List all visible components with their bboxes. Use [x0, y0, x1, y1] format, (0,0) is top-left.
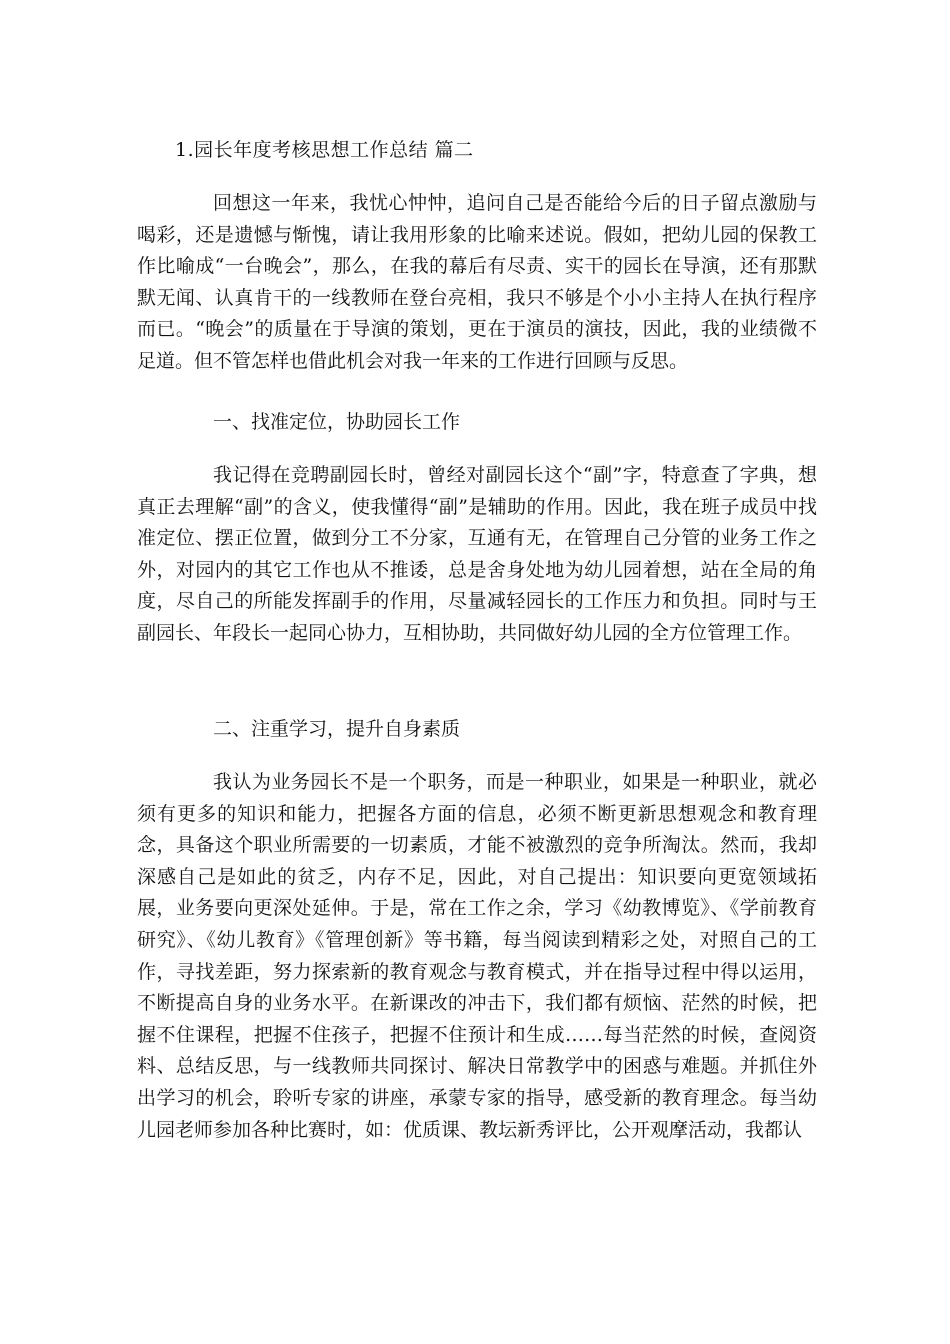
section-heading-positioning: 一、找准定位，协助园长工作 [213, 411, 461, 433]
section-heading-learning: 二、注重学习，提升自身素质 [213, 718, 461, 740]
document-title: 1.园长年度考核思想工作总结 篇二 [175, 139, 474, 161]
paragraph-learning: 我认为业务园长不是一个职务，而是一种职业，如果是一种职业，就必须有更多的知识和能力，把握各方面的信息，必须不断更新思想观念和教育理念，具备这个职业所需要的一切素质，才能不被激烈的竞争所淘汰。然而，我却深感自己是如此的贫乏，内存不足，因此，对自己提出：知识要向更宽领域拓展，业务要向更深处延伸。于是，常在工作之余，学习《幼教博览》、《学前教育研究》、《幼儿教育》《管理创新》等书籍，每当阅读到精彩之处，对照自己的工作，寻找差距，努力探索新的教育观念与教育模式，并在指导过程中得以运用，不断提高自身的业务水平。在新课改的冲击下，我们都有烦恼、茫然的时候，把握不住课程，把握不住孩子，把握不住预计和生成……每当茫然的时候，查阅资料、总结反思，与一线教师共同探讨、解决日常教学中的困惑与难题。并抓住外出学习的机会，聆听专家的讲座，承蒙专家的指导，感受新的教育理念。每当幼儿园老师参加各种比赛时，如：优质课、教坛新秀评比，公开观摩活动，我都认 [137, 771, 817, 1141]
paragraph-positioning: 我记得在竞聘副园长时，曾经对副园长这个“副”字，特意查了字典，想真正去理解“副”的含义，使我懂得“副”是辅助的作用。因此，我在班子成员中找准定位、摆正位置，做到分工不分家，互通有无，在管理自己分管的业务工作之外，对园内的其它工作也从不推诿，总是舍身处地为幼儿园着想，站在全局的角度，尽自己的所能发挥副手的作用，尽量减轻园长的工作压力和负担。同时与王副园长、年段长一起同心协力，互相协助，共同做好幼儿园的全方位管理工作。 [137, 464, 817, 644]
paragraph-reflection-intro: 回想这一年来，我忧心忡忡，追问自己是否能给今后的日子留点激励与喝彩，还是遗憾与惭愧，请让我用形象的比喻来述说。假如，把幼儿园的保教工作比喻成“一台晚会”，那么，在我的幕后有尽责、实干的园长在导演，还有那默默无闻、认真肯干的一线教师在登台亮相，我只不够是个小小主持人在执行程序而已。“晚会”的质量在于导演的策划，更在于演员的演技，因此，我的业绩微不足道。但不管怎样也借此机会对我一年来的工作进行回顾与反思。 [137, 192, 817, 372]
